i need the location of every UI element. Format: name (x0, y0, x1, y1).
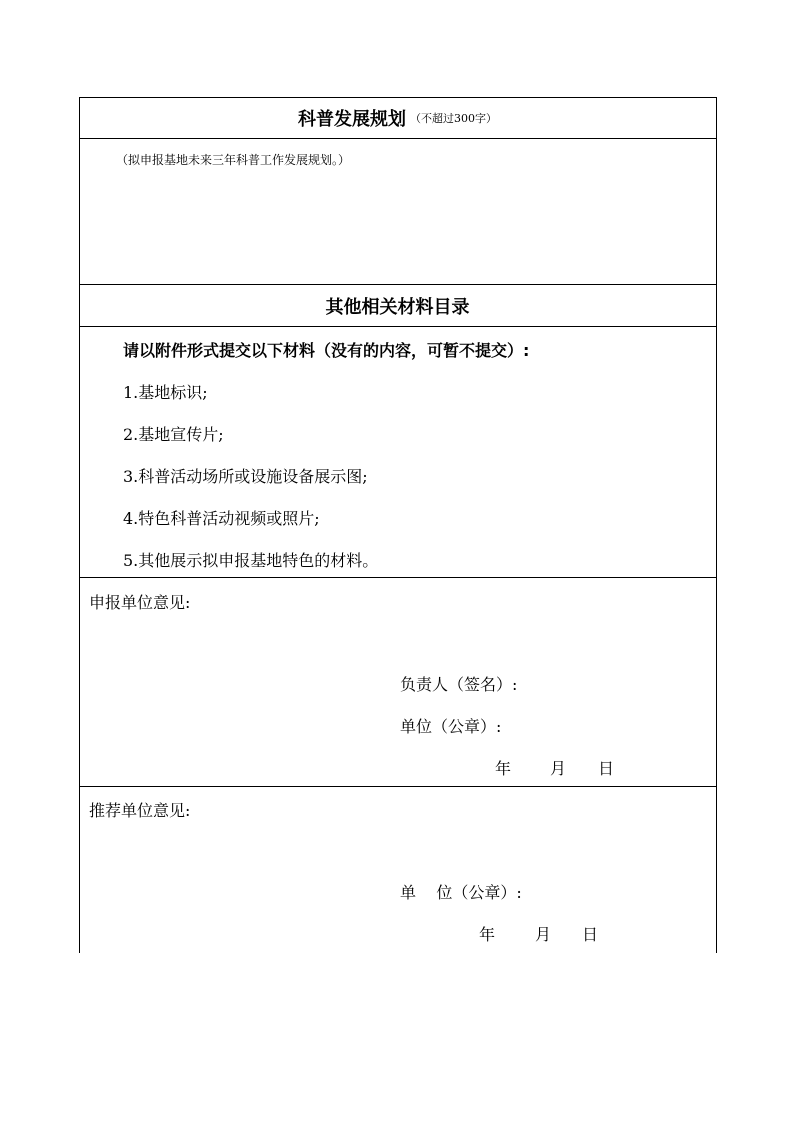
table-divider (79, 326, 717, 327)
applicant-opinion-label: 申报单位意见: (89, 593, 191, 612)
list-item: 5.其他展示拟申报基地特色的材料。 (123, 551, 379, 570)
materials-header (79, 285, 716, 326)
recommender-opinion-label: 推荐单位意见: (89, 801, 191, 820)
date-year: 年 (495, 759, 512, 778)
plan-title-note: （不超过300字） (410, 111, 497, 125)
date-day: 日 (598, 759, 615, 778)
materials-title: 其他相关材料目录 (325, 296, 470, 318)
table-right-border (716, 97, 717, 953)
list-item: 2.基地宣传片; (123, 425, 224, 444)
plan-placeholder-text: （拟申报基地未来三年科普工作发展规划。） (116, 153, 351, 167)
table-divider (79, 138, 717, 139)
table-left-border (79, 97, 80, 953)
applicant-seal-label: 单位（公章）: (400, 717, 502, 736)
plan-header (79, 97, 716, 138)
plan-title: 科普发展规划 (298, 108, 406, 130)
date-month: 月 (535, 925, 552, 944)
date-month: 月 (550, 759, 567, 778)
materials-intro: 请以附件形式提交以下材料（没有的内容，可暂不提交）: (123, 341, 530, 360)
date-year: 年 (479, 925, 496, 944)
table-divider (79, 786, 717, 787)
table-divider (79, 577, 717, 578)
list-item: 4.特色科普活动视频或照片; (123, 509, 320, 528)
applicant-leader-signature-label: 负责人（签名）: (400, 675, 518, 694)
list-item: 3.科普活动场所或设施设备展示图; (123, 467, 368, 486)
recommender-seal-label: 单 位（公章）: (400, 883, 522, 902)
date-day: 日 (582, 925, 599, 944)
list-item: 1.基地标识; (123, 383, 208, 402)
